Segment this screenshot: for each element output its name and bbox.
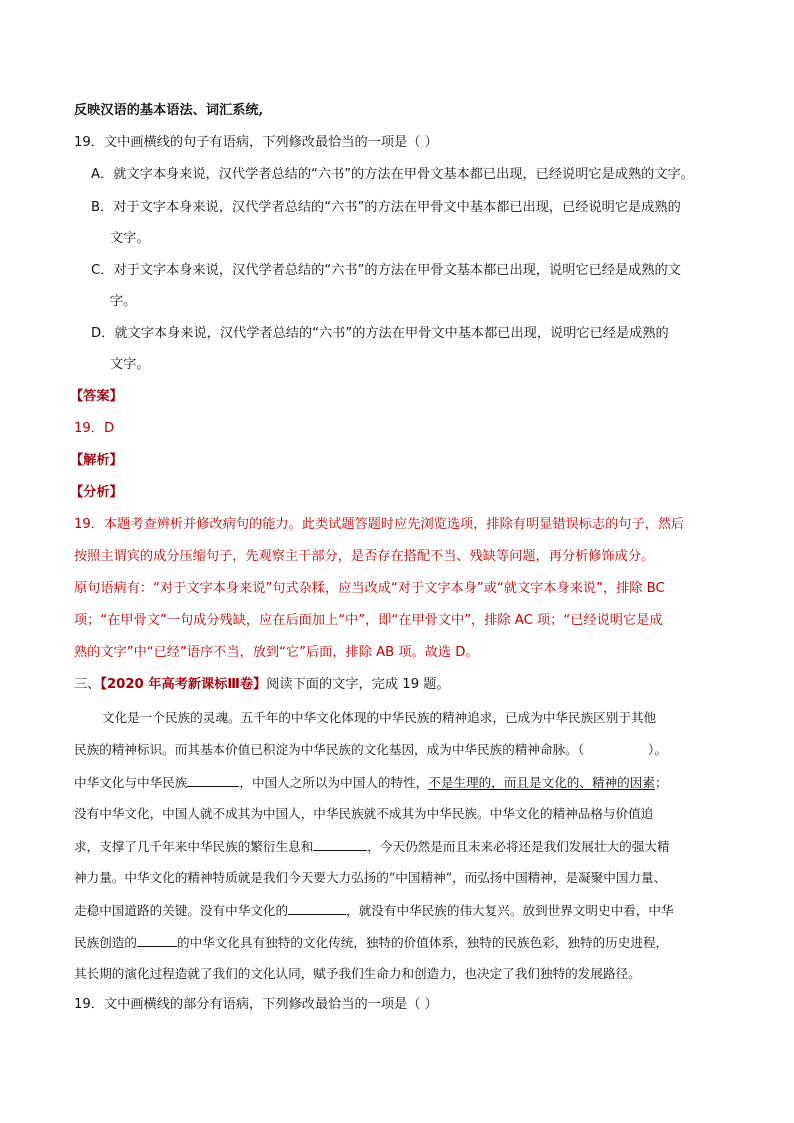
passage-line-1: 文化是一个民族的灵魂。五千年的中华文化体现的中华民族的精神追求，已成为中华民族区别于其他: [102, 710, 657, 725]
passage-line-4: 没有中华文化，中国人就不成其为中国人，中华民族就不成其为中华民族。中华文化的精神品格与价值追: [74, 806, 654, 821]
passage-line-9: 其长期的演化过程造就了我们的文化认同，赋予我们生命力和创造力，也决定了我们独特的发展路径。: [74, 966, 641, 981]
answer-header: 【答案】: [70, 389, 123, 404]
fill-blank-4: [137, 932, 177, 947]
passage-text: ）。: [648, 742, 667, 757]
passage-line-5: [74, 836, 670, 857]
option-b-cont: 文字。: [110, 231, 150, 246]
passage-text: ，中国人之所以为中国人的特性，: [239, 775, 429, 790]
passage-text: 民族的精神标识。而其基本价值已积淀为中华民族的文化基因，成为中华民族的精神命脉。（: [74, 742, 585, 757]
analysis-header: 【解析】: [70, 453, 123, 468]
question-19-stem-second: 19．文中画横线的部分有语病，下列修改最恰当的一项是（ ）: [74, 997, 438, 1012]
passage-line-8: [74, 932, 668, 953]
passage-line-6: 神力量。中华文化的精神特质就是我们今天要大力弘扬的“中国精神”，而弘扬中国精神，是凝聚中国力量、: [74, 870, 667, 885]
passage-text: 中华文化与中华民族: [74, 775, 188, 790]
option-c-cont: 字。: [110, 294, 137, 309]
analysis-line-1: 19．本题考查辨析并修改病句的能力。此类试题答题时应先浏览选项，排除有明显错误标志的句子，然后: [74, 517, 685, 532]
option-d-cont: 文字。: [110, 357, 150, 372]
section-3-heading: [74, 675, 450, 695]
passage-text: ，就没有中华民族的伟大复兴。放到世界文明史中看，中华: [346, 903, 674, 918]
option-a: A．就文字本身来说，汉代学者总结的“六书”的方法在甲骨文基本都已出现，已经说明它是成熟的文字。: [91, 167, 694, 182]
passage-line-7: [74, 900, 674, 921]
section-number: 三、: [74, 677, 101, 692]
analysis-line-4: 项；“在甲骨文”一句成分残缺，应在后面加上“中”，即“在甲骨文中”，排除 AC 项；“已经说明它是成: [74, 613, 663, 628]
analysis-line-3: 原句语病有：“对于文字本身来说”句式杂糅，应当改成“对于文字本身”或“就文字本身来说”，排除 BC: [74, 581, 665, 596]
passage-text: ；: [654, 775, 668, 790]
answer-text: 19．D: [74, 421, 115, 436]
underlined-sentence: 不是生理的，而且是文化的、精神的因素: [428, 775, 655, 790]
passage-text: 民族创造的: [74, 935, 137, 950]
breakdown-header: 【分析】: [70, 485, 123, 500]
continued-text: 反映汉语的基本语法、词汇系统,: [74, 103, 264, 118]
option-b: B．对于文字本身来说，汉代学者总结的“六书”的方法在甲骨文中基本都已出现，已经说明它是成熟的: [91, 200, 681, 215]
passage-line-2: [74, 740, 667, 760]
fill-blank-2: [313, 836, 367, 851]
section-instruction: 阅读下面的文字，完成 19 题。: [266, 677, 450, 692]
passage-text: 的中华文化具有独特的文化传统，独特的价值体系，独特的民族色彩，独特的历史进程，: [176, 935, 669, 950]
passage-text: 求，支撑了几千年来中华民族的繁衍生息和: [74, 839, 314, 854]
source-tag: 【2020 年高考新课标Ⅲ卷】: [100, 677, 267, 692]
passage-text: ，今天仍然是而且未来必将还是我们发展壮大的强大精: [367, 839, 670, 854]
option-d: D．就文字本身来说，汉代学者总结的“六书”的方法在甲骨文中基本都已出现，说明它已经是成熟的: [91, 326, 669, 341]
analysis-line-2: 按照主谓宾的成分压缩句子，先观察主干部分，是否存在搭配不当、残缺等问题，再分析修饰成分。: [74, 549, 655, 564]
question-19-stem: 19．文中画横线的句子有语病，下列修改最恰当的一项是（ ）: [74, 135, 438, 150]
analysis-line-5: 熟的文字”中“已经”语序不当，放到“它”后面，排除 AB 项。故选 D。: [74, 645, 479, 660]
option-c: C．对于文字本身来说，汉代学者总结的“六书”的方法在甲骨文基本都已出现，说明它已经是成熟的文: [91, 263, 681, 278]
fill-blank-1: [187, 772, 239, 787]
fill-blank-3: [288, 900, 346, 915]
passage-text: 走稳中国道路的关键。没有中华文化的: [74, 903, 289, 918]
passage-line-3: [74, 772, 668, 793]
